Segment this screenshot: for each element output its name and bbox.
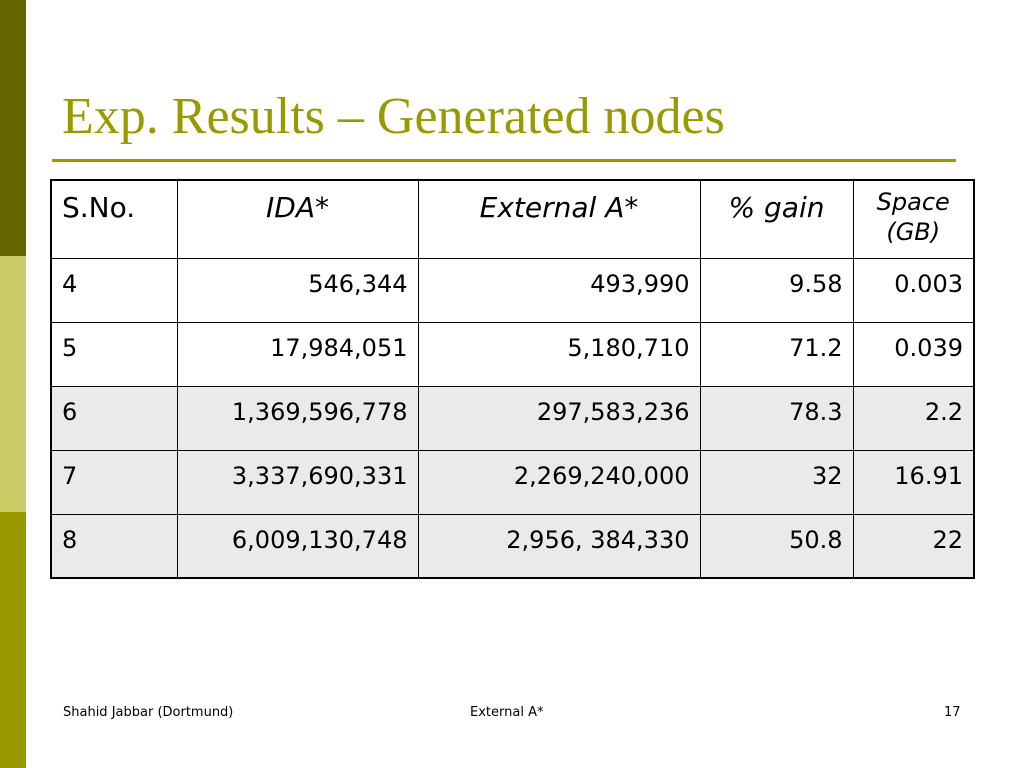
cell-sno: 6 [51,386,177,450]
table-row [51,258,974,322]
cell-gain: 32 [700,450,853,514]
cell-space: 22 [853,514,974,578]
footer-topic: External A* [470,705,544,720]
cell-external: 493,990 [418,258,700,322]
cell-sno: 7 [51,450,177,514]
cell-external: 2,269,240,000 [418,450,700,514]
cell-space: 2.2 [853,386,974,450]
footer-page-number: 17 [944,705,961,720]
footer-author: Shahid Jabbar (Dortmund) [63,705,234,720]
cell-gain: 9.58 [700,258,853,322]
cell-gain: 71.2 [700,322,853,386]
cell-space: 16.91 [853,450,974,514]
header-space [853,180,974,258]
cell-ida: 3,337,690,331 [177,450,418,514]
results-table-container [50,179,975,579]
cell-gain: 50.8 [700,514,853,578]
cell-sno: 4 [51,258,177,322]
sidebar-segment-olive [0,512,26,768]
cell-space: 0.039 [853,322,974,386]
header-sno: S.No. [51,180,177,258]
table-row [51,514,974,578]
cell-ida: 546,344 [177,258,418,322]
sidebar-segment-dark [0,0,26,256]
cell-ida: 1,369,596,778 [177,386,418,450]
cell-sno: 5 [51,322,177,386]
cell-space: 0.003 [853,258,974,322]
results-table [50,179,975,579]
cell-external: 297,583,236 [418,386,700,450]
slide-title: Exp. Results – Generated nodes [62,88,725,145]
header-gain: % gain [700,180,853,258]
header-space-line2: (GB) [886,218,941,246]
cell-ida: 17,984,051 [177,322,418,386]
sidebar-segment-light [0,256,26,512]
cell-external: 2,956, 384,330 [418,514,700,578]
header-space-line1: Space [876,188,950,216]
cell-ida: 6,009,130,748 [177,514,418,578]
sidebar-decoration [0,0,26,768]
cell-sno: 8 [51,514,177,578]
table-row [51,386,974,450]
table-row [51,322,974,386]
header-ida: IDA* [177,180,418,258]
cell-external: 5,180,710 [418,322,700,386]
table-row [51,450,974,514]
header-external: External A* [418,180,700,258]
table-header-row [51,180,974,258]
title-underline [52,159,956,162]
cell-gain: 78.3 [700,386,853,450]
